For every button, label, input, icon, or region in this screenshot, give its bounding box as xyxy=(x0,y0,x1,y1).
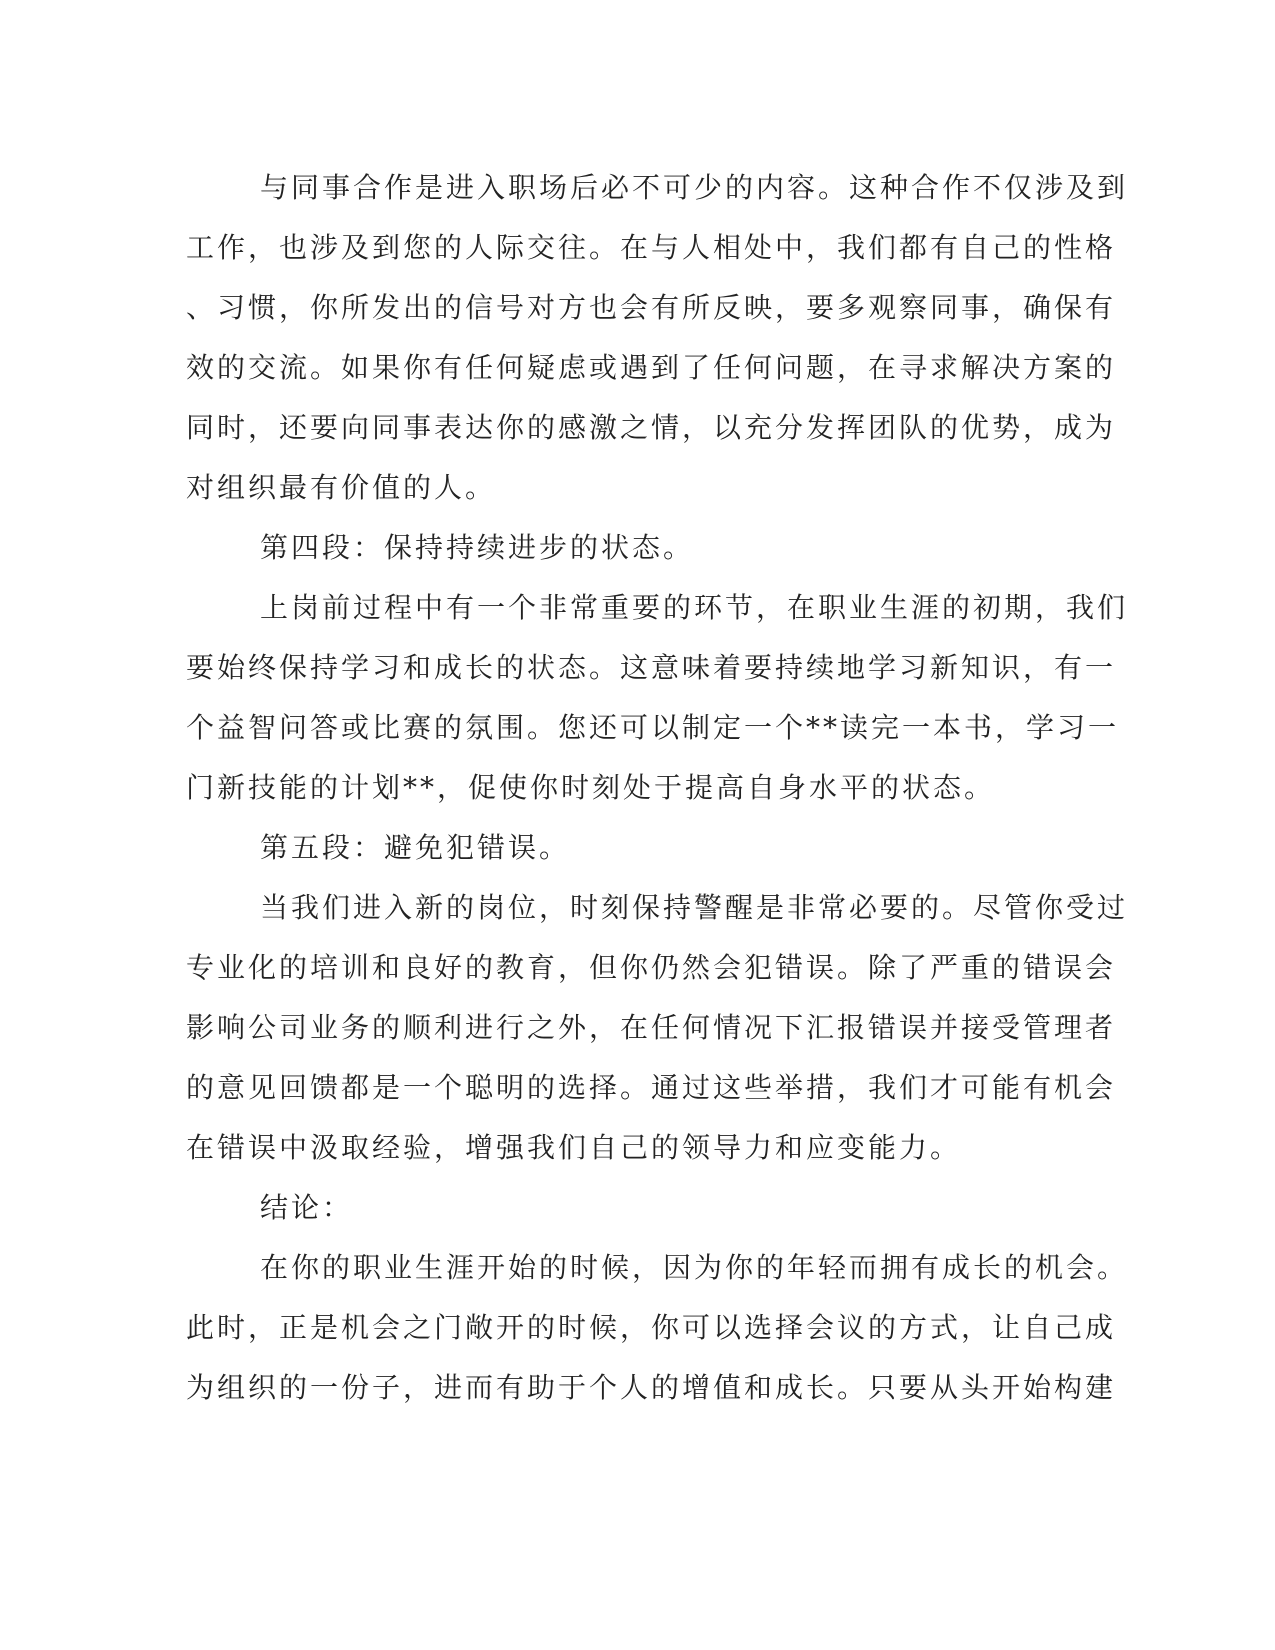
paragraph-line: 个益智问答或比赛的氛围。您还可以制定一个**读完一本书，学习一 xyxy=(186,711,1120,744)
paragraph-line: 此时，正是机会之门敞开的时候，你可以选择会议的方式，让自己成 xyxy=(186,1311,1117,1344)
section-heading: 第五段：避免犯错误。 xyxy=(260,831,571,864)
paragraph-line: 当我们进入新的岗位，时刻保持警醒是非常必要的。尽管你受过 xyxy=(260,891,1129,924)
document-body xyxy=(186,158,1129,1418)
paragraph-line: 同时，还要向同事表达你的感激之情，以充分发挥团队的优势，成为 xyxy=(186,411,1117,444)
section-heading: 结论： xyxy=(260,1191,354,1224)
paragraph-line: 在你的职业生涯开始的时候，因为你的年轻而拥有成长的机会。 xyxy=(260,1251,1129,1284)
paragraph-line: 门新技能的计划**，促使你时刻处于提高自身水平的状态。 xyxy=(186,771,996,804)
paragraph-line: 对组织最有价值的人。 xyxy=(186,471,497,504)
paragraph-line: 影响公司业务的顺利进行之外，在任何情况下汇报错误并接受管理者 xyxy=(186,1011,1117,1044)
paragraph-line: 、习惯，你所发出的信号对方也会有所反映，要多观察同事，确保有 xyxy=(186,291,1117,324)
paragraph-line: 为组织的一份子，进而有助于个人的增值和成长。只要从头开始构建 xyxy=(186,1371,1117,1404)
paragraph-line: 工作，也涉及到您的人际交往。在与人相处中，我们都有自己的性格 xyxy=(186,231,1117,264)
paragraph-line: 效的交流。如果你有任何疑虑或遇到了任何问题，在寻求解决方案的 xyxy=(186,351,1117,384)
paragraph-line: 上岗前过程中有一个非常重要的环节，在职业生涯的初期，我们 xyxy=(260,591,1129,624)
paragraph-line: 要始终保持学习和成长的状态。这意味着要持续地学习新知识，有一 xyxy=(186,651,1117,684)
paragraph-line: 专业化的培训和良好的教育，但你仍然会犯错误。除了严重的错误会 xyxy=(186,951,1117,984)
paragraph-line: 在错误中汲取经验，增强我们自己的领导力和应变能力。 xyxy=(186,1131,962,1164)
paragraph-line: 与同事合作是进入职场后必不可少的内容。这种合作不仅涉及到 xyxy=(260,171,1129,204)
paragraph-line: 的意见回馈都是一个聪明的选择。通过这些举措，我们才可能有机会 xyxy=(186,1071,1117,1104)
section-heading: 第四段：保持持续进步的状态。 xyxy=(260,531,695,564)
